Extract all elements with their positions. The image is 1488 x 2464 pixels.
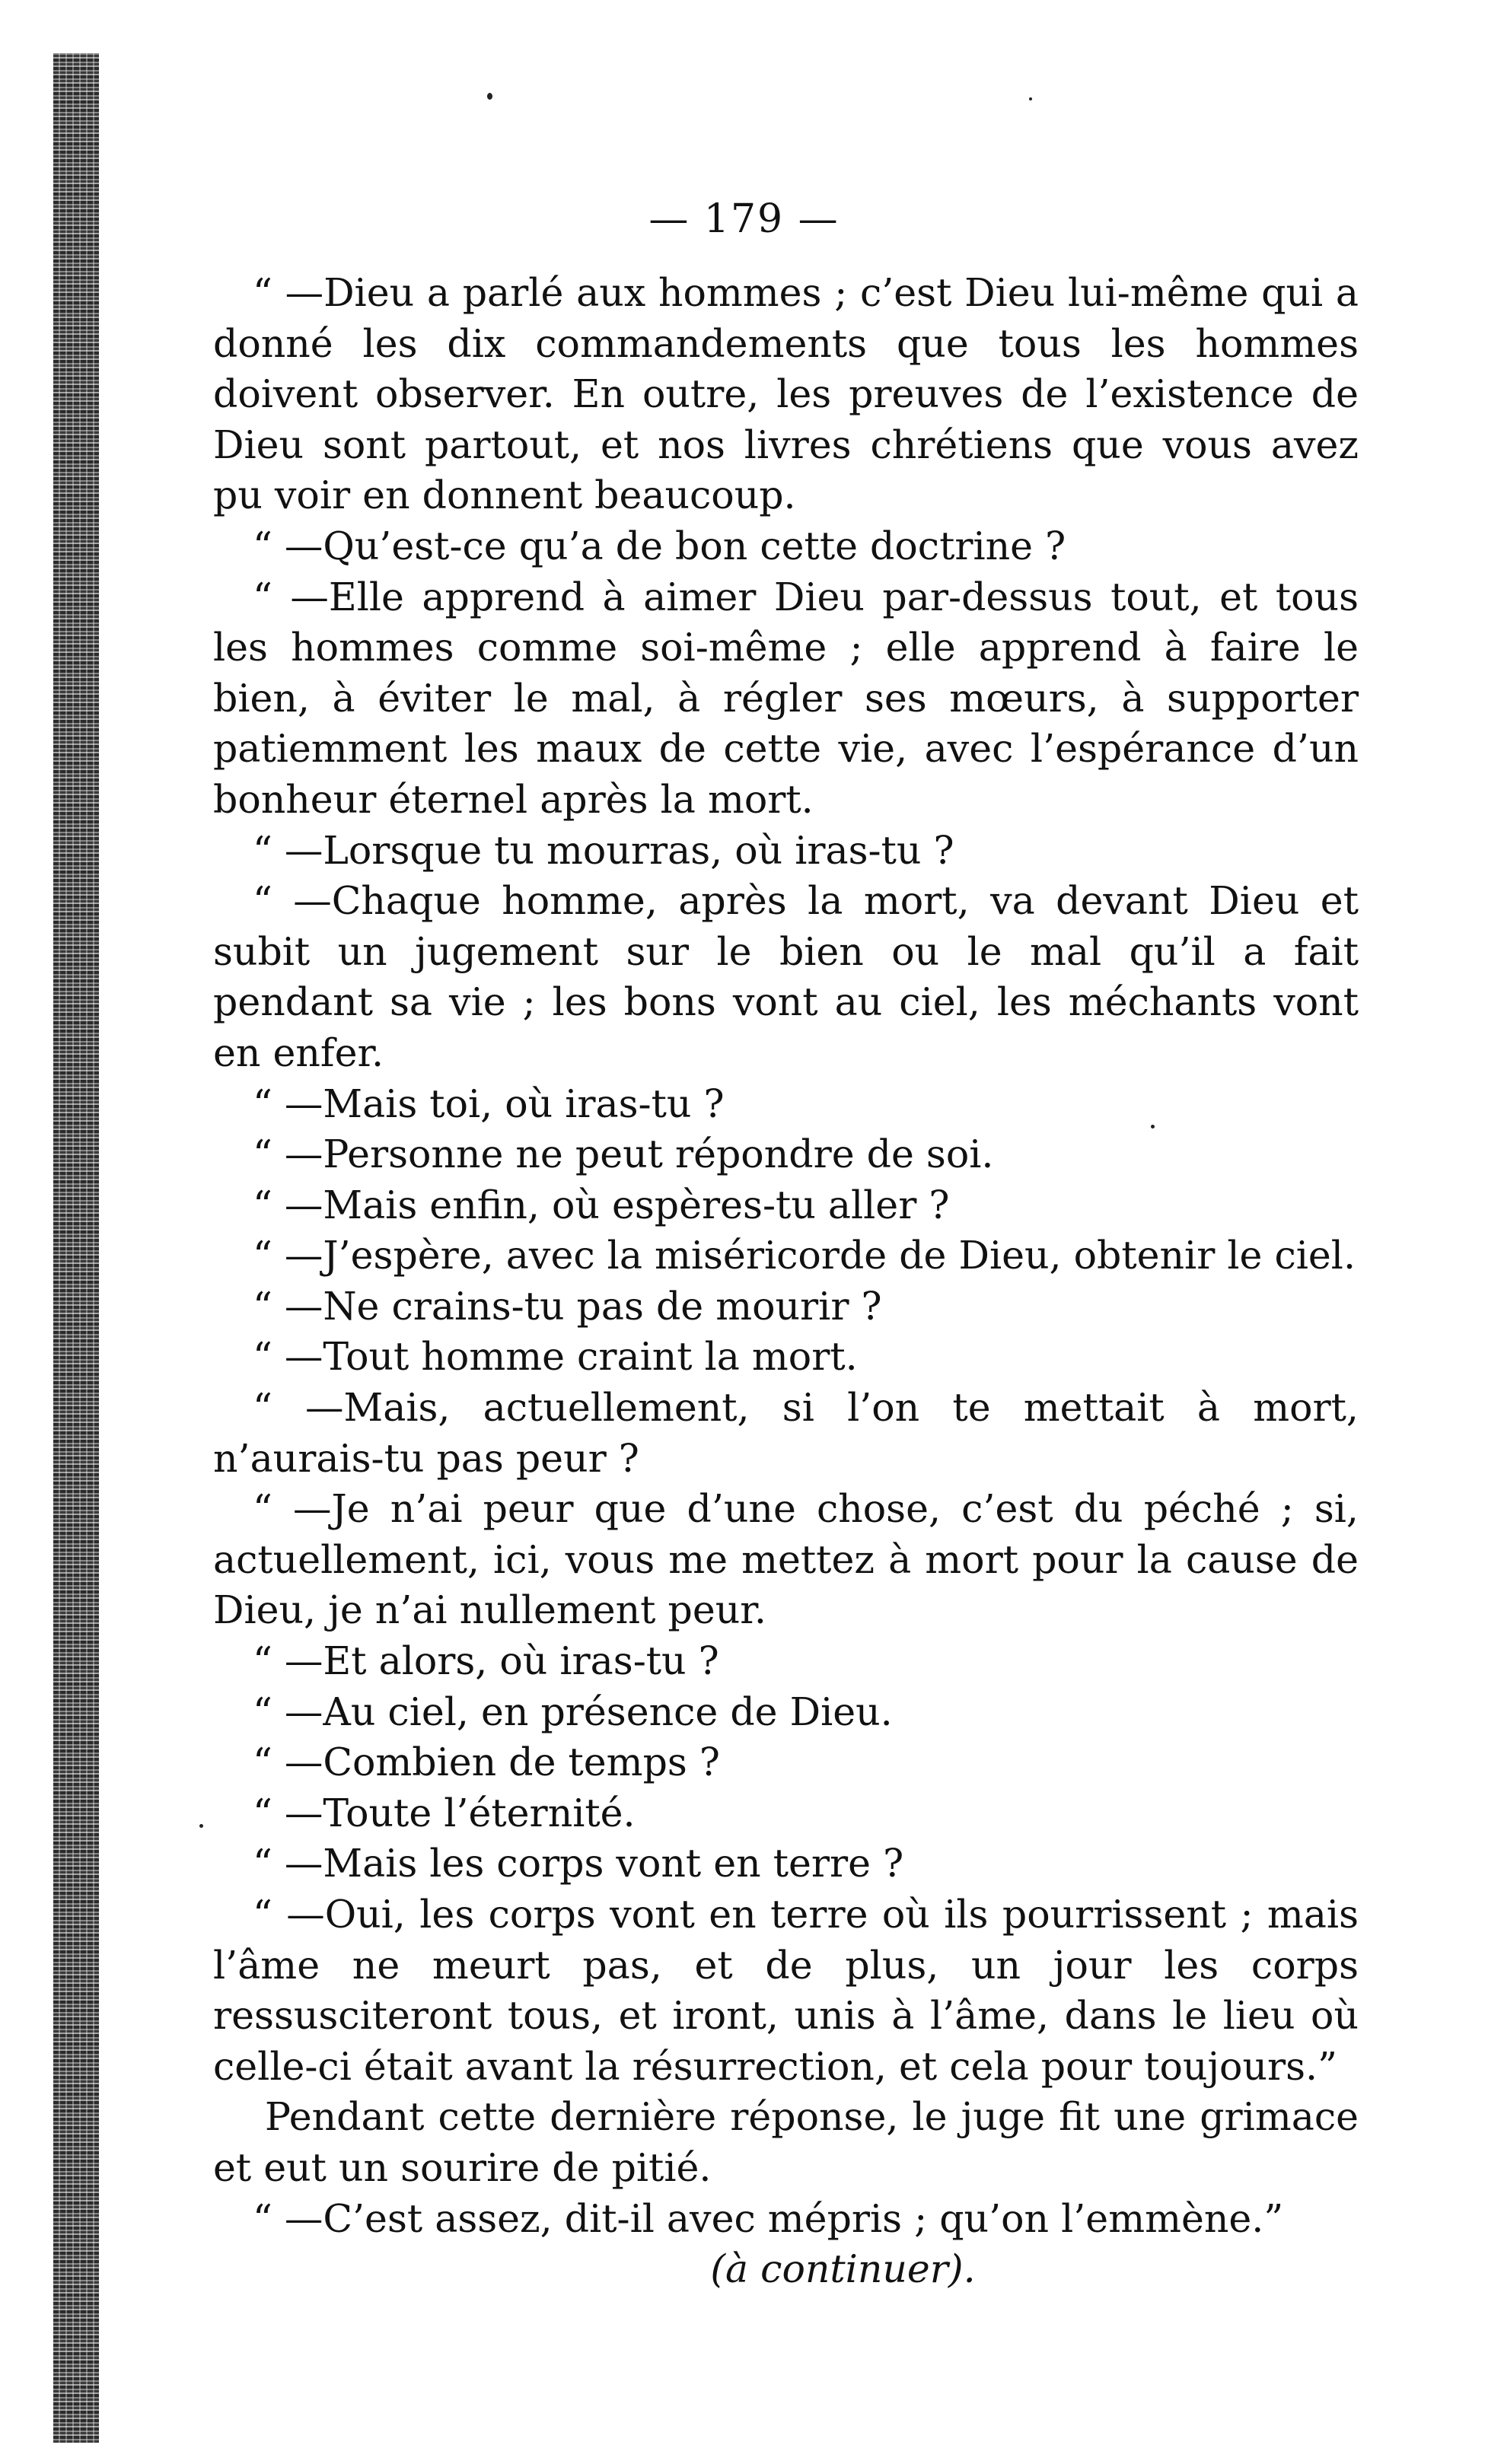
dialogue-paragraph: “ —Je n’ai peur que d’une chose, c’est du péché ; si, actuellement, ici, vous me mettez à mort pour la cause de Dieu, je n’ai nullement peur.	[213, 1486, 1359, 1633]
dialogue-paragraph: “ —Combien de temps ?	[253, 1740, 720, 1785]
scan-speck	[199, 1824, 203, 1828]
dialogue-paragraph: “ —Au ciel, en présence de Dieu.	[253, 1689, 893, 1734]
dialogue-paragraph: “ —Elle apprend à aimer Dieu par-dessus tout, et tous les hommes comme soi-même ; elle apprend à faire le bien, à éviter le mal, à régler ses mœurs, à supporter patiemment les maux de cette vie, avec l’espérance d’un bonheur éternel après la mort.	[213, 574, 1359, 822]
dialogue-paragraph: “ —Mais toi, où iras-tu ?	[253, 1081, 725, 1126]
dialogue-paragraph: “ —Mais, actuellement, si l’on te mettait à mort, n’aurais-tu pas peur ?	[213, 1385, 1359, 1481]
body-text	[213, 268, 1359, 2295]
dialogue-paragraph: “ —Chaque homme, après la mort, va devant Dieu et subit un jugement sur le bien ou le mal qu’il a fait pendant sa vie ; les bons vont au ciel, les méchants vont en enfer.	[213, 878, 1359, 1075]
dialogue-paragraph: “ —Personne ne peut répondre de soi.	[253, 1132, 994, 1177]
dialogue-paragraph: “ —Mais enfin, où espères-tu aller ?	[253, 1182, 950, 1227]
dialogue-paragraph: “ —Ne crains-tu pas de mourir ?	[253, 1283, 882, 1329]
dialogue-paragraph: “ —Mais les corps vont en terre ?	[253, 1841, 904, 1886]
dialogue-paragraph: “ —J’espère, avec la miséricorde de Dieu, obtenir le ciel.	[253, 1233, 1356, 1278]
scan-speck	[487, 93, 492, 100]
dialogue-paragraph: “ —Tout homme craint la mort.	[253, 1334, 858, 1380]
dialogue-paragraph: “ —Oui, les corps vont en terre où ils pourrissent ; mais l’âme ne meurt pas, et de plus, un jour les corps ressusciteront tous, et iront, unis à l’âme, dans le lieu où celle-ci était avant la résurrection, et cela pour toujours.”	[213, 1892, 1359, 2089]
narrative-paragraph: Pendant cette dernière réponse, le juge fit une grimace et eut un sourire de pitié.	[213, 2094, 1359, 2190]
dialogue-paragraph: “ —C’est assez, dit-il avec mépris ; qu’on l’emmène.”	[253, 2195, 1284, 2241]
dialogue-paragraph: “ —Toute l’éternité.	[253, 1790, 636, 1835]
dialogue-paragraph: “ —Lorsque tu mourras, où iras-tu ?	[253, 827, 954, 873]
dialogue-paragraph: “ —Qu’est-ce qu’a de bon cette doctrine ?	[253, 523, 1066, 568]
dialogue-paragraph: “ —Et alors, où iras-tu ?	[253, 1638, 719, 1684]
page-number: — 179 —	[648, 196, 840, 242]
scanned-binding-edge	[53, 53, 99, 2443]
scan-speck	[1029, 97, 1032, 100]
continued-note: (à continuer).	[710, 2246, 976, 2292]
dialogue-paragraph: “ —Dieu a parlé aux hommes ; c’est Dieu lui-même qui a donné les dix commandements que tous les hommes doivent observer. En outre, les preuves de l’existence de Dieu sont partout, et nos livres chrétiens que vous avez pu voir en donnent beaucoup.	[213, 270, 1359, 518]
